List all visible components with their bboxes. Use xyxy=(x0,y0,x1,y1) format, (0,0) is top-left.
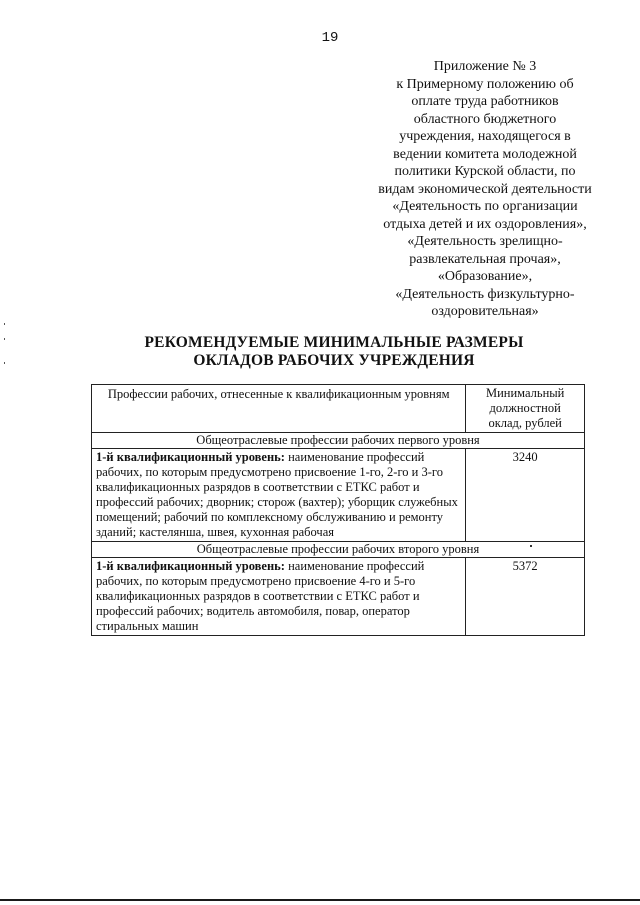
salary-value: 5372 xyxy=(466,558,585,636)
page-number: 19 xyxy=(321,30,339,46)
level-description xyxy=(92,449,466,542)
scan-edge-mark xyxy=(4,323,5,325)
level-text: наименование профессий рабочих, по которым предусмотрено присвоение 1-го, 2-го и 3-го квалификационных разрядов в соответствии с ЕТКС работ и профессий рабочих; дворник; сторож (вахтер); уборщик служебных помещений; рабочий по комплексному обслуживанию и ремонту зданий; кастелянша, швея, кухонная рабочая xyxy=(96,450,458,539)
header-salary-line: Минимальный xyxy=(485,386,565,400)
annex-line: отдыха детей и их оздоровления», xyxy=(383,216,587,232)
annex-line: «Деятельность по организации xyxy=(392,199,578,214)
annex-line: видам экономической деятельности xyxy=(378,181,592,197)
header-professions: Профессии рабочих, отнесенные к квалификационным уровням xyxy=(92,385,466,433)
level-label: 1-й квалификационный уровень: xyxy=(96,450,285,464)
annex-line: Приложение № 3 xyxy=(433,59,537,74)
annex-line: «Деятельность физкультурно- xyxy=(395,286,575,302)
group-row xyxy=(92,542,585,558)
annex-line: областного бюджетного xyxy=(413,111,557,127)
annex-line: учреждения, находящегося в xyxy=(399,129,571,144)
level-label: 1-й квалификационный уровень: xyxy=(96,559,285,573)
group-title: Общеотраслевые профессии рабочих первого уровня xyxy=(92,433,585,449)
table-row xyxy=(92,449,585,542)
annex-line: ведении комитета молодежной xyxy=(393,146,577,162)
scan-edge-mark xyxy=(4,338,5,340)
annex-line: к Примерному положению об xyxy=(396,76,574,92)
table-row xyxy=(92,558,585,636)
salary-table xyxy=(91,384,585,636)
header-salary-line: оклад, рублей xyxy=(488,416,562,430)
annex-line: «Деятельность зрелищно- xyxy=(407,234,563,249)
scan-bottom-edge xyxy=(0,899,640,901)
annex-line: политики Курской области, по xyxy=(394,164,576,179)
header-salary-line: должностной xyxy=(489,401,561,415)
annex-line: «Образование», xyxy=(437,269,533,284)
annex-line: оплате труда работников xyxy=(411,94,559,109)
scan-edge-mark xyxy=(4,362,5,364)
scan-speck xyxy=(530,545,532,547)
table-header-row xyxy=(92,385,585,433)
level-text: наименование профессий рабочих, по которым предусмотрено присвоение 4-го и 5-го квалификационных разрядов в соответствии с ЕТКС работ и профессий рабочих; водитель автомобиля, повар, оператор стиральных машин xyxy=(96,559,425,633)
annex-line: оздоровительная» xyxy=(431,304,539,319)
annex-reference xyxy=(335,58,635,321)
salary-value: 3240 xyxy=(466,449,585,542)
group-row xyxy=(92,433,585,449)
annex-line: развлекательная прочая», xyxy=(409,251,561,267)
header-salary xyxy=(466,385,585,433)
heading-line: ОКЛАДОВ РАБОЧИХ УЧРЕЖДЕНИЯ xyxy=(193,352,475,369)
heading-line: РЕКОМЕНДУЕМЫЕ МИНИМАЛЬНЫЕ РАЗМЕРЫ xyxy=(144,334,524,351)
document-heading xyxy=(0,334,640,370)
group-title: Общеотраслевые профессии рабочих второго уровня xyxy=(92,542,585,558)
level-description xyxy=(92,558,466,636)
